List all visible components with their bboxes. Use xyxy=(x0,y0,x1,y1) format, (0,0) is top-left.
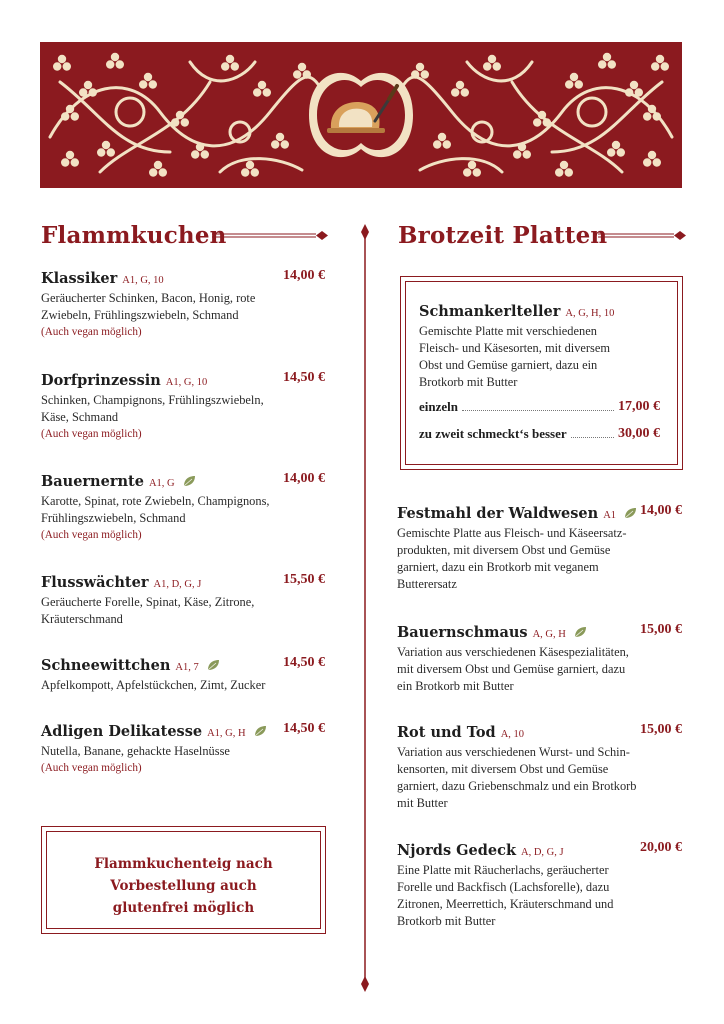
desc-line: Gemischte Platte mit verschiedenen xyxy=(419,324,597,338)
flammkuchen-title: Flammkuchen xyxy=(41,222,227,249)
item-description xyxy=(41,493,325,527)
option-price: 17,00 € xyxy=(618,399,660,414)
allergen-codes: A, D, G, J xyxy=(521,847,564,858)
desc-line: produkten, mit diversem Obst und Gemüse xyxy=(397,543,611,557)
desc-line: Zitronen, Meerrettich, Kräuterschmand und xyxy=(397,897,614,911)
allergen-codes: A1, G xyxy=(148,478,175,489)
column-divider xyxy=(360,224,370,992)
dot-leader xyxy=(462,410,614,411)
dot-leader xyxy=(571,437,614,438)
schmankerlteller-box xyxy=(400,276,683,470)
desc-line: Schinken, Champignons, Frühlingszwiebeln, xyxy=(41,393,264,407)
item-head xyxy=(41,655,325,675)
desc-line: Frühlingszwiebeln, Schmand xyxy=(41,511,186,525)
desc-line: Brotkorb mit Butter xyxy=(397,914,496,928)
item-description xyxy=(397,644,682,695)
gluten-free-notice-box xyxy=(41,826,326,934)
item-head xyxy=(397,840,682,860)
option-double xyxy=(419,420,660,442)
item-name: Bauernernte xyxy=(41,473,144,490)
vegan-leaf-icon xyxy=(573,626,587,638)
vegan-note: (Auch vegan möglich) xyxy=(41,529,142,541)
item-description xyxy=(397,525,682,593)
item-name: Bauernschmaus xyxy=(397,624,528,641)
vegan-leaf-icon xyxy=(253,725,267,737)
notice-line: glutenfrei möglich xyxy=(112,900,255,916)
vegan-note: (Auch vegan möglich) xyxy=(41,326,142,338)
notice-line: Vorbestellung auch xyxy=(110,878,257,894)
item-price: 14,50 € xyxy=(283,655,325,670)
desc-line: mit diversem Obst und Gemüse garniert, dazu xyxy=(397,662,626,676)
item-description xyxy=(41,290,325,324)
allergen-codes: A1, G, 10 xyxy=(165,377,208,388)
ornamental-banner xyxy=(40,42,682,188)
desc-line: Variation aus verschiedenen Wurst- und Schin- xyxy=(397,745,630,759)
desc-line: Gemischte Platte aus Fleisch- und Käseersatz- xyxy=(397,526,627,540)
item-description xyxy=(419,323,660,391)
item-price: 14,50 € xyxy=(283,721,325,736)
menu-item xyxy=(41,655,325,694)
menu-item xyxy=(41,572,325,628)
item-price: 15,50 € xyxy=(283,572,325,587)
item-name: Schneewittchen xyxy=(41,657,171,674)
allergen-codes: A, G, H xyxy=(532,629,566,640)
item-head xyxy=(41,370,325,390)
brotzeit-platten-title: Brotzeit Platten xyxy=(398,222,608,249)
item-description xyxy=(397,862,682,930)
item-name: Festmahl der Waldwesen xyxy=(397,505,599,522)
vegan-leaf-icon xyxy=(182,475,196,487)
desc-line: mit Butter xyxy=(397,796,448,810)
item-price: 20,00 € xyxy=(640,840,682,855)
menu-item xyxy=(397,840,682,930)
desc-line: Geräucherte Forelle, Spinat, Käse, Zitrone, xyxy=(41,595,255,609)
item-name: Rot und Tod xyxy=(397,724,496,741)
allergen-codes: A1, G, H xyxy=(207,728,246,739)
desc-line: kensorten, mit diversem Obst und Gemüse xyxy=(397,762,609,776)
vegan-note: (Auch vegan möglich) xyxy=(41,428,142,440)
item-head xyxy=(397,622,682,642)
allergen-codes: A1 xyxy=(603,510,617,521)
item-name: Dorfprinzessin xyxy=(41,372,161,389)
menu-item xyxy=(397,722,682,812)
item-name: Klassiker xyxy=(41,270,118,287)
vegan-leaf-icon xyxy=(623,507,637,519)
desc-line: Zwiebeln, Frühlingszwiebeln, Schmand xyxy=(41,308,239,322)
item-name: Schmankerlteller xyxy=(419,303,561,320)
item-price: 14,00 € xyxy=(283,471,325,486)
allergen-codes: A1, G, 10 xyxy=(122,275,164,286)
desc-line: garniert, dazu Griebenschmalz und ein Brotkorb xyxy=(397,779,637,793)
item-head xyxy=(41,572,325,592)
desc-line: Variation aus verschiedenen Käsespezialitäten, xyxy=(397,645,629,659)
vine-ornament-icon xyxy=(40,42,682,188)
price-options xyxy=(419,393,660,442)
desc-line: Karotte, Spinat, rote Zwiebeln, Champignons, xyxy=(41,494,270,508)
item-description xyxy=(41,392,325,426)
desc-line: garniert, dazu ein Brotkorb mit veganem xyxy=(397,560,599,574)
desc-line: Käse, Schmand xyxy=(41,410,119,424)
item-head xyxy=(419,301,660,321)
gluten-free-notice xyxy=(42,853,325,919)
desc-line: Eine Platte mit Räucherlachs, geräucherter xyxy=(397,863,609,877)
item-head xyxy=(41,471,325,491)
item-price: 14,00 € xyxy=(283,268,325,283)
option-price: 30,00 € xyxy=(618,426,660,441)
desc-line: Forelle und Backfisch (Lachsforelle), dazu xyxy=(397,880,610,894)
desc-line: Fleisch- und Käsesorten, mit diversem xyxy=(419,341,610,355)
item-price: 14,50 € xyxy=(283,370,325,385)
item-name: Adligen Delikatesse xyxy=(41,723,203,740)
desc-line: Brotkorb mit Butter xyxy=(419,375,518,389)
option-single xyxy=(419,393,660,415)
desc-line: Kräuterschmand xyxy=(41,612,123,626)
desc-line: Butterersatz xyxy=(397,577,457,591)
allergen-codes: A1, 7 xyxy=(175,662,199,673)
title-rule-ornament xyxy=(212,230,330,242)
item-head xyxy=(41,721,325,741)
desc-line: ein Brotkorb mit Butter xyxy=(397,679,514,693)
notice-line: Flammkuchenteig nach xyxy=(94,856,273,872)
menu-item xyxy=(41,471,325,544)
item-name: Njords Gedeck xyxy=(397,842,517,859)
desc-line: Geräucherter Schinken, Bacon, Honig, rote xyxy=(41,291,256,305)
option-label: zu zweit schmeckt‘s besser xyxy=(419,426,567,441)
menu-item xyxy=(41,268,325,341)
menu-item xyxy=(397,622,682,695)
item-description xyxy=(41,743,325,760)
menu-item xyxy=(41,721,325,777)
option-label: einzeln xyxy=(419,399,458,414)
allergen-codes: A1, D, G, J xyxy=(153,579,202,590)
vegan-leaf-icon xyxy=(206,659,220,671)
featured-item xyxy=(419,301,660,442)
allergen-codes: A, 10 xyxy=(500,729,525,740)
title-rule-ornament xyxy=(598,230,688,242)
item-price: 15,00 € xyxy=(640,622,682,637)
menu-item xyxy=(41,370,325,443)
item-description xyxy=(41,677,325,694)
allergen-codes: A, G, H, 10 xyxy=(565,308,615,319)
desc-line: Apfelkompott, Apfelstückchen, Zimt, Zucker xyxy=(41,678,266,692)
menu-item xyxy=(397,503,682,593)
item-head xyxy=(397,503,682,523)
item-price: 15,00 € xyxy=(640,722,682,737)
item-name: Flusswächter xyxy=(41,574,149,591)
item-price: 14,00 € xyxy=(640,503,682,518)
item-head xyxy=(41,268,325,288)
vegan-note: (Auch vegan möglich) xyxy=(41,762,142,774)
desc-line: Nutella, Banane, gehackte Haselnüsse xyxy=(41,744,230,758)
item-description xyxy=(397,744,682,812)
item-head xyxy=(397,722,682,742)
item-description xyxy=(41,594,325,628)
desc-line: Obst und Gemüse garniert, dazu ein xyxy=(419,358,598,372)
